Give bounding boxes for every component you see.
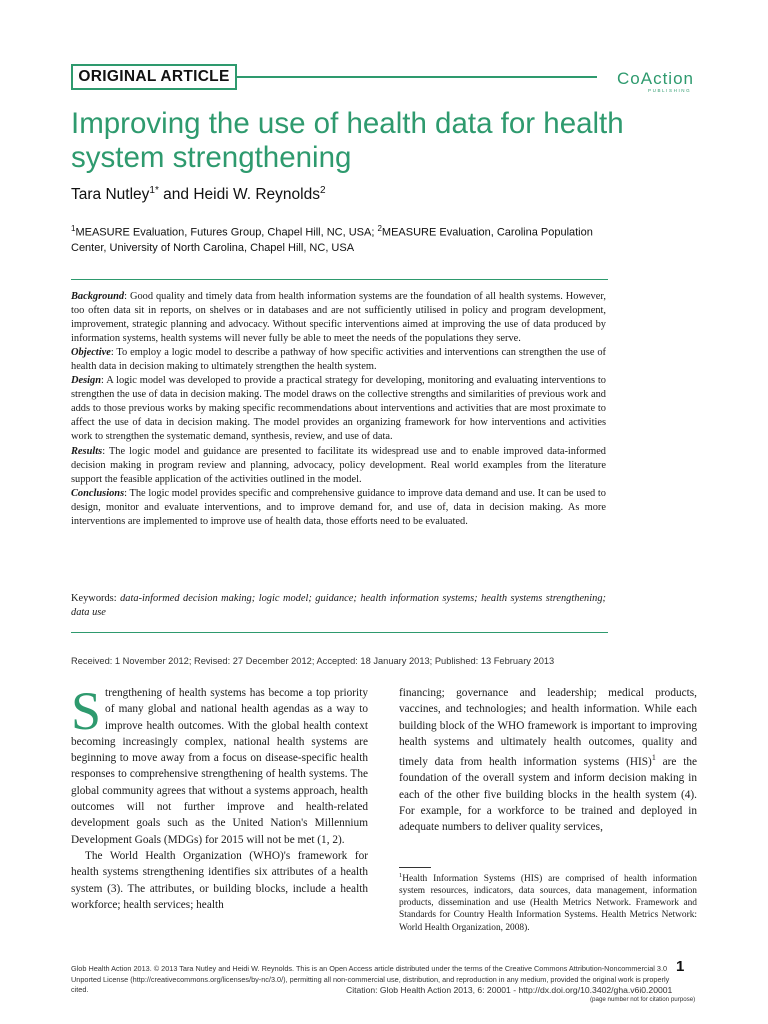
abstract-heading: Design xyxy=(71,375,102,387)
abstract-text: : The logic model provides specific and comprehensive guidance to improve data demand and use. It can be used to design, monitor and evaluate interventions, and to improve demand for, and use of, data in decision making. As more interventions are implemented to improve use of health data, those efforts need to be evaluated. xyxy=(71,487,606,527)
keywords-label: Keywords: xyxy=(71,593,121,604)
abstract-heading: Conclusions xyxy=(71,487,125,499)
drop-cap: S xyxy=(71,681,102,741)
body-paragraph-1 xyxy=(71,681,368,848)
article-type-tag: ORIGINAL ARTICLE xyxy=(71,64,237,90)
footnote-mark: 1 xyxy=(399,872,403,879)
body-column-right xyxy=(399,685,697,835)
abstract-heading: Background xyxy=(71,291,125,302)
affil-text-2: MEASURE Evaluation, Carolina Population Center, University of North Carolina, Chapel Hill, NC, USA xyxy=(71,226,593,254)
abstract-text: : A logic model was developed to provide a practical strategy for developing, monitoring and evaluating interventions to strengthen the use of data in decision making. The model draws on the collective strengths and similarities of previous work and adds to those previous works by making specific recommendations about interventions and activities that are most proximate to affect the use of data in decision making. The model provides an organizing framework for how interventions and activities work to strengthen the systematic demand, synthesis, review, and use of data. xyxy=(71,375,606,443)
footnote xyxy=(399,870,697,934)
article-title: Improving the use of health data for health system strengthening xyxy=(71,107,624,174)
body-text: financing; governance and leadership; medical products, vaccines, and technologies; and health information. While each building block of the WHO framework is important to improving health systems and ultimately health outcomes, quality and timely data from health information systems (HIS) xyxy=(399,687,697,768)
body-text: are the foundation of the overall system and inform decision making in each of the other five building blocks in the health system (4). For example, for a workforce to be trained and deployed in adequate numbers to deliver quality services, xyxy=(399,755,697,834)
affiliations xyxy=(71,221,631,256)
abstract-background xyxy=(71,290,606,346)
author-mark-1: 1* xyxy=(149,185,159,196)
abstract xyxy=(71,290,606,529)
affil-text-1: MEASURE Evaluation, Futures Group, Chapel Hill, NC, USA; xyxy=(75,226,378,239)
keywords xyxy=(71,592,606,620)
abstract-results xyxy=(71,445,606,487)
author-mark-2: 2 xyxy=(319,185,326,196)
body-paragraph-3 xyxy=(399,685,697,835)
abstract-design xyxy=(71,374,606,444)
abstract-top-rule xyxy=(71,279,608,280)
keywords-list: data-informed decision making; logic model; guidance; health information systems; health systems strengthening; data use xyxy=(71,593,606,619)
header-rule xyxy=(237,76,597,78)
abstract-objective xyxy=(71,346,606,374)
publication-dates: Received: 1 November 2012; Revised: 27 December 2012; Accepted: 18 January 2013; Published: 13 February 2013 xyxy=(71,656,555,666)
page-number: 1 xyxy=(676,958,685,975)
author-connector: and xyxy=(158,186,194,204)
publisher-logo-subtitle: PUBLISHING xyxy=(648,88,692,93)
author-line xyxy=(71,185,326,204)
body-text: trengthening of health systems has become a top priority of many global and national health agendas as a way to improve health outcomes. With the global health context becoming increasingly complex, national health systems are beginning to move away from a focus on disease-specific health responses to comprehensive strengthening of health systems. The global community agrees that without a systems approach, health outcomes will not further improve and health-related development goals such as the United Nation's Millennium Development Goals (MDGs) for 2015 will not be met (1, 2). xyxy=(71,687,368,846)
affil-mark-1: 1 xyxy=(71,224,76,233)
abstract-text: : To employ a logic model to describe a pathway of how specific activities and interventions can strengthen the use of health data in decision making to ultimately strengthen the health system. xyxy=(71,347,606,373)
abstract-text: : The logic model and guidance are presented to facilitate its widespread use and to enable improved data-informed decision making in program review and planning, advocacy, policy development. Real world examples from the literature support the feasible application of the activities outlined in the model. xyxy=(71,445,606,485)
abstract-conclusions xyxy=(71,487,606,529)
footnote-text: Health Information Systems (HIS) are comprised of health information system resources, indicators, data sources, data management, information products, dissemination and use (Health Metrics Network. Framework and Standards for Country Health Information Systems. Health Metrics Network: World Health Organization, 2008). xyxy=(399,874,697,933)
citation-note: (page number not for citation purpose) xyxy=(590,996,696,1003)
abstract-text: : Good quality and timely data from health information systems are the foundation of all health systems. However, too often data sit in reports, on shelves or in databases and are not sufficiently utilised in policy and program development, improvement, strategic planning and advocacy. Without specific interventions aimed at improving the use of data produced by information systems, health systems will never fully be able to meet the needs of the populations they serve. xyxy=(71,291,606,345)
publisher-logo: CoAction xyxy=(617,69,694,88)
body-column-left xyxy=(71,681,368,913)
author-name-1: Tara Nutley xyxy=(71,186,150,204)
affil-mark-2: 2 xyxy=(377,224,382,233)
license-footer: Glob Health Action 2013. © 2013 Tara Nutley and Heidi W. Reynolds. This is an Open Access article distributed under the terms of the Creative Commons Attribution-Noncommercial 3.0 Unported License (http://creativecommons.org/licenses/by-nc/3.0/), permitting all non-commercial use, distribution, and reproduction in any medium, provided the original work is properly cited. xyxy=(71,964,670,995)
abstract-heading: Results xyxy=(71,445,103,457)
author-name-2: Heidi W. Reynolds xyxy=(193,186,320,204)
citation-line: Citation: Glob Health Action 2013, 6: 20001 - http://dx.doi.org/10.3402/gha.v6i0.20001 xyxy=(346,985,673,995)
abstract-heading: Objective xyxy=(71,347,111,359)
body-paragraph-2: The World Health Organization (WHO)'s framework for health systems strengthening identifies six attributes of a health system (3). The attributes, or building blocks, include a health workforce; health services; health xyxy=(71,849,368,911)
footnote-ref[interactable]: 1 xyxy=(651,753,656,763)
abstract-bottom-rule xyxy=(71,632,608,633)
footnote-rule xyxy=(399,867,431,868)
